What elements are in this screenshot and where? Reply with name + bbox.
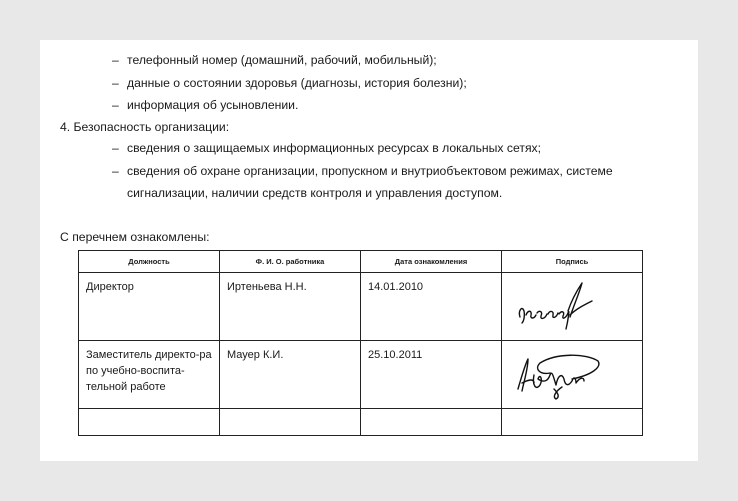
list-item-text: сведения об охране организации, пропускном и внутриобъектовом режимах, системе сигнализации, наличии средств контроля и управления доступом. bbox=[127, 163, 613, 200]
list-item bbox=[112, 72, 692, 95]
cell-position: Заместитель директо-ра по учебно-воспита-тельной работе bbox=[79, 341, 220, 409]
cell-date: 14.01.2010 bbox=[361, 273, 502, 341]
bullet-dash: – bbox=[112, 98, 119, 112]
header-name: Ф. И. О. работника bbox=[220, 251, 361, 273]
cell-name bbox=[220, 409, 361, 436]
table-row bbox=[79, 341, 643, 409]
cell-date: 25.10.2011 bbox=[361, 341, 502, 409]
cell-name: Иртеньева Н.Н. bbox=[220, 273, 361, 341]
cell-position bbox=[79, 409, 220, 436]
header-position: Должность bbox=[79, 251, 220, 273]
cell-position: Директор bbox=[79, 273, 220, 341]
table-row bbox=[79, 409, 643, 436]
list-item-text: телефонный номер (домашний, рабочий, мобильный); bbox=[127, 53, 437, 67]
cell-signature bbox=[502, 409, 643, 436]
list-item bbox=[112, 160, 692, 205]
table-header-row bbox=[79, 251, 643, 273]
handwritten-signature-icon bbox=[510, 277, 600, 333]
cell-date bbox=[361, 409, 502, 436]
bullet-list-security bbox=[112, 137, 692, 205]
cell-name: Мауер К.И. bbox=[220, 341, 361, 409]
cell-signature bbox=[502, 273, 643, 341]
bullet-dash: – bbox=[112, 75, 119, 90]
header-date: Дата ознакомления bbox=[361, 251, 502, 273]
list-item bbox=[112, 137, 692, 160]
cell-signature bbox=[502, 341, 643, 409]
bullet-dash: – bbox=[112, 53, 119, 67]
acknowledgement-table bbox=[78, 250, 643, 436]
list-item-text: информация об усыновлении. bbox=[127, 98, 299, 112]
handwritten-signature-icon bbox=[510, 345, 606, 403]
section-heading: 4. Безопасность организации: bbox=[60, 120, 230, 134]
bullet-list-personal-data bbox=[112, 49, 692, 117]
acknowledgement-intro: С перечнем ознакомлены: bbox=[60, 230, 210, 244]
list-item bbox=[112, 94, 692, 117]
list-item-text: данные о состоянии здоровья (диагнозы, история болезни); bbox=[127, 75, 467, 90]
document-page bbox=[40, 40, 698, 461]
bullet-dash: – bbox=[112, 141, 119, 155]
header-signature: Подпись bbox=[502, 251, 643, 273]
bullet-dash: – bbox=[112, 163, 119, 178]
list-item bbox=[112, 49, 692, 72]
table-row bbox=[79, 273, 643, 341]
list-item-text: сведения о защищаемых информационных ресурсах в локальных сетях; bbox=[127, 141, 542, 155]
